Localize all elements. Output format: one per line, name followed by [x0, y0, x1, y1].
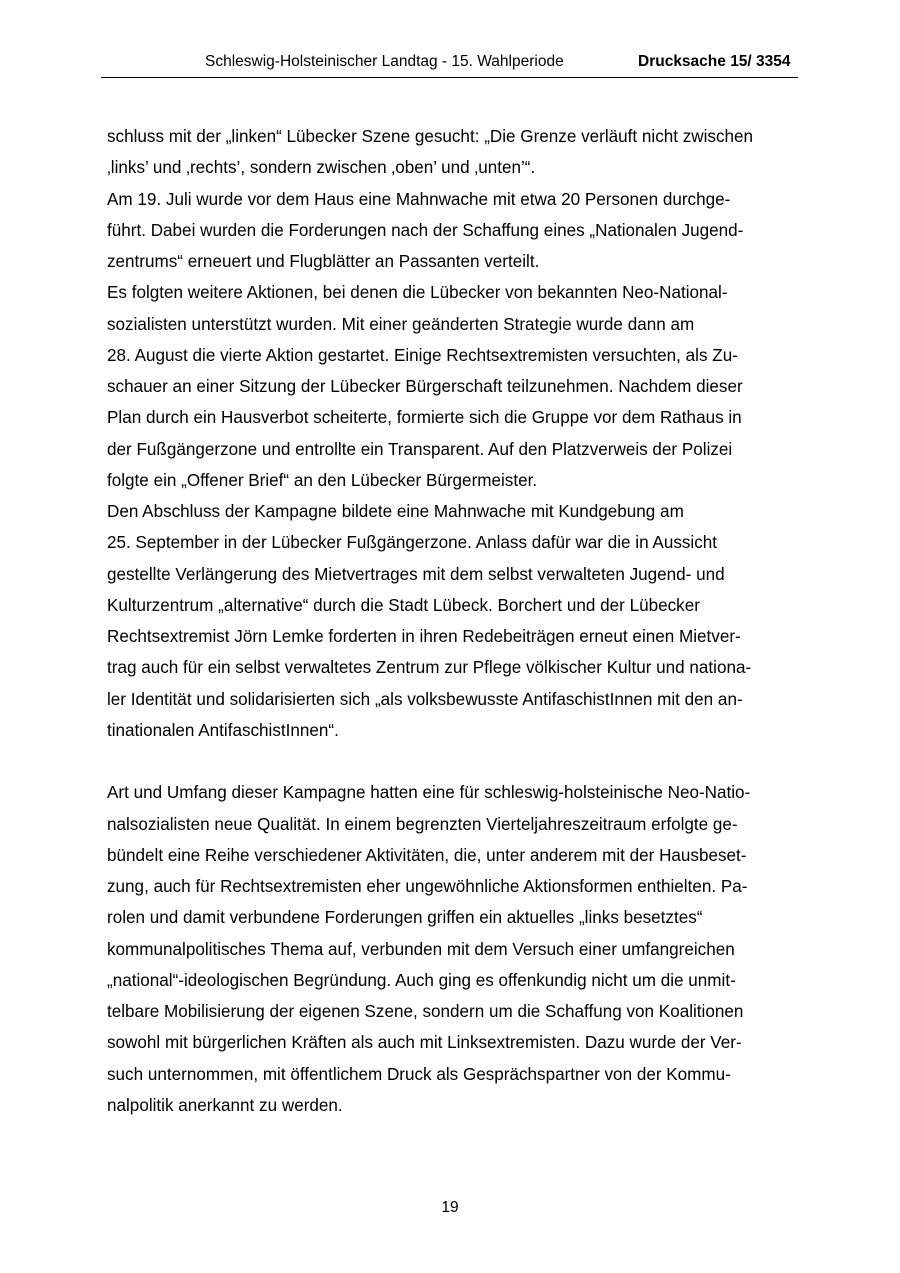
text-line: bündelt eine Reihe verschiedener Aktivitäten, die, unter anderem mit der Hausbeset- — [107, 845, 747, 865]
text-line: zung, auch für Rechtsextremisten eher ungewöhnliche Aktionsformen enthielten. Pa- — [107, 877, 748, 896]
text-line: ‚links’ und ‚rechts’, sondern zwischen ‚oben’ und ‚unten’“. — [107, 158, 536, 178]
text-line: 25. September in der Lübecker Fußgängerzone. Anlass dafür war die in Aussicht — [107, 533, 718, 553]
paragraph — [107, 496, 797, 746]
text-line: rolen und damit verbundene Forderungen griffen ein aktuelles „links besetztes“ — [107, 908, 703, 928]
document-reference: Drucksache 15/ 3354 — [638, 53, 791, 70]
paragraph — [107, 184, 797, 278]
text-line: der Fußgängerzone und entrollte ein Transparent. Auf den Platzverweis der Polizei — [107, 439, 733, 459]
text-line: schluss mit der „linken“ Lübecker Szene gesucht: „Die Grenze verläuft nicht zwischen — [107, 127, 754, 146]
text-line: „national“-ideologischen Begründung. Auch ging es offenkundig nicht um die unmit- — [107, 970, 736, 990]
text-line: nalsozialisten neue Qualität. In einem begrenzten Vierteljahreszeitraum erfolgte ge- — [107, 814, 738, 834]
text-line: telbare Mobilisierung der eigenen Szene, sondern um die Schaffung von Koalitionen — [107, 1002, 744, 1021]
page-header — [101, 51, 798, 78]
text-line: nalpolitik anerkannt zu werden. — [107, 1095, 343, 1115]
text-line: Art und Umfang dieser Kampagne hatten eine für schleswig-holsteinische Neo-Natio- — [107, 783, 751, 803]
text-line: tinationalen AntifaschistInnen“. — [107, 720, 339, 740]
text-line: sowohl mit bürgerlichen Kräften als auch mit Linksextremisten. Dazu wurde der Ver- — [107, 1033, 742, 1053]
text-line: Kulturzentrum „alternative“ durch die Stadt Lübeck. Borchert und der Lübecker — [107, 595, 700, 615]
text-line: Es folgten weitere Aktionen, bei denen die Lübecker von bekannten Neo-National- — [107, 283, 728, 303]
text-line: sozialisten unterstützt wurden. Mit einer geänderten Strategie wurde dann am — [107, 314, 695, 334]
text-line: Am 19. Juli wurde vor dem Haus eine Mahnwache mit etwa 20 Personen durchge- — [107, 189, 731, 209]
page-number: 19 — [441, 1199, 459, 1216]
paragraph — [107, 121, 797, 184]
paragraph-gap — [107, 746, 797, 777]
text-line: kommunalpolitisches Thema auf, verbunden mit dem Versuch einer umfangreichen — [107, 939, 735, 959]
text-line: trag auch für ein selbst verwaltetes Zentrum zur Pflege völkischer Kultur und nationa- — [107, 658, 752, 678]
text-line: Rechtsextremist Jörn Lemke forderten in ihren Redebeiträgen erneut einen Mietver- — [107, 627, 741, 646]
paragraph — [107, 277, 797, 496]
text-line: zentrums“ erneuert und Flugblätter an Passanten verteilt. — [107, 252, 540, 271]
paragraph — [107, 777, 797, 1121]
text-line: gestellte Verlängerung des Mietvertrages mit dem selbst verwalteten Jugend- und — [107, 564, 725, 584]
text-line: Plan durch ein Hausverbot scheiterte, formierte sich die Gruppe vor dem Rathaus in — [107, 408, 742, 428]
text-line: schauer an einer Sitzung der Lübecker Bürgerschaft teilzunehmen. Nachdem dieser — [107, 377, 743, 396]
text-line: such unternommen, mit öffentlichem Druck als Gesprächspartner von der Kommu- — [107, 1064, 731, 1084]
text-line: führt. Dabei wurden die Forderungen nach der Schaffung eines „Nationalen Jugend- — [107, 220, 744, 240]
text-line: ler Identität und solidarisierten sich „als volksbewusste AntifaschistInnen mit den an- — [107, 689, 743, 709]
header-title: Schleswig-Holsteinischer Landtag - 15. Wahlperiode — [205, 53, 564, 70]
body-text — [107, 121, 797, 1121]
text-line: Den Abschluss der Kampagne bildete eine Mahnwache mit Kundgebung am — [107, 502, 684, 521]
text-line: 28. August die vierte Aktion gestartet. Einige Rechtsextremisten versuchten, als Zu- — [107, 345, 738, 365]
text-line: folgte ein „Offener Brief“ an den Lübecker Bürgermeister. — [107, 470, 538, 490]
